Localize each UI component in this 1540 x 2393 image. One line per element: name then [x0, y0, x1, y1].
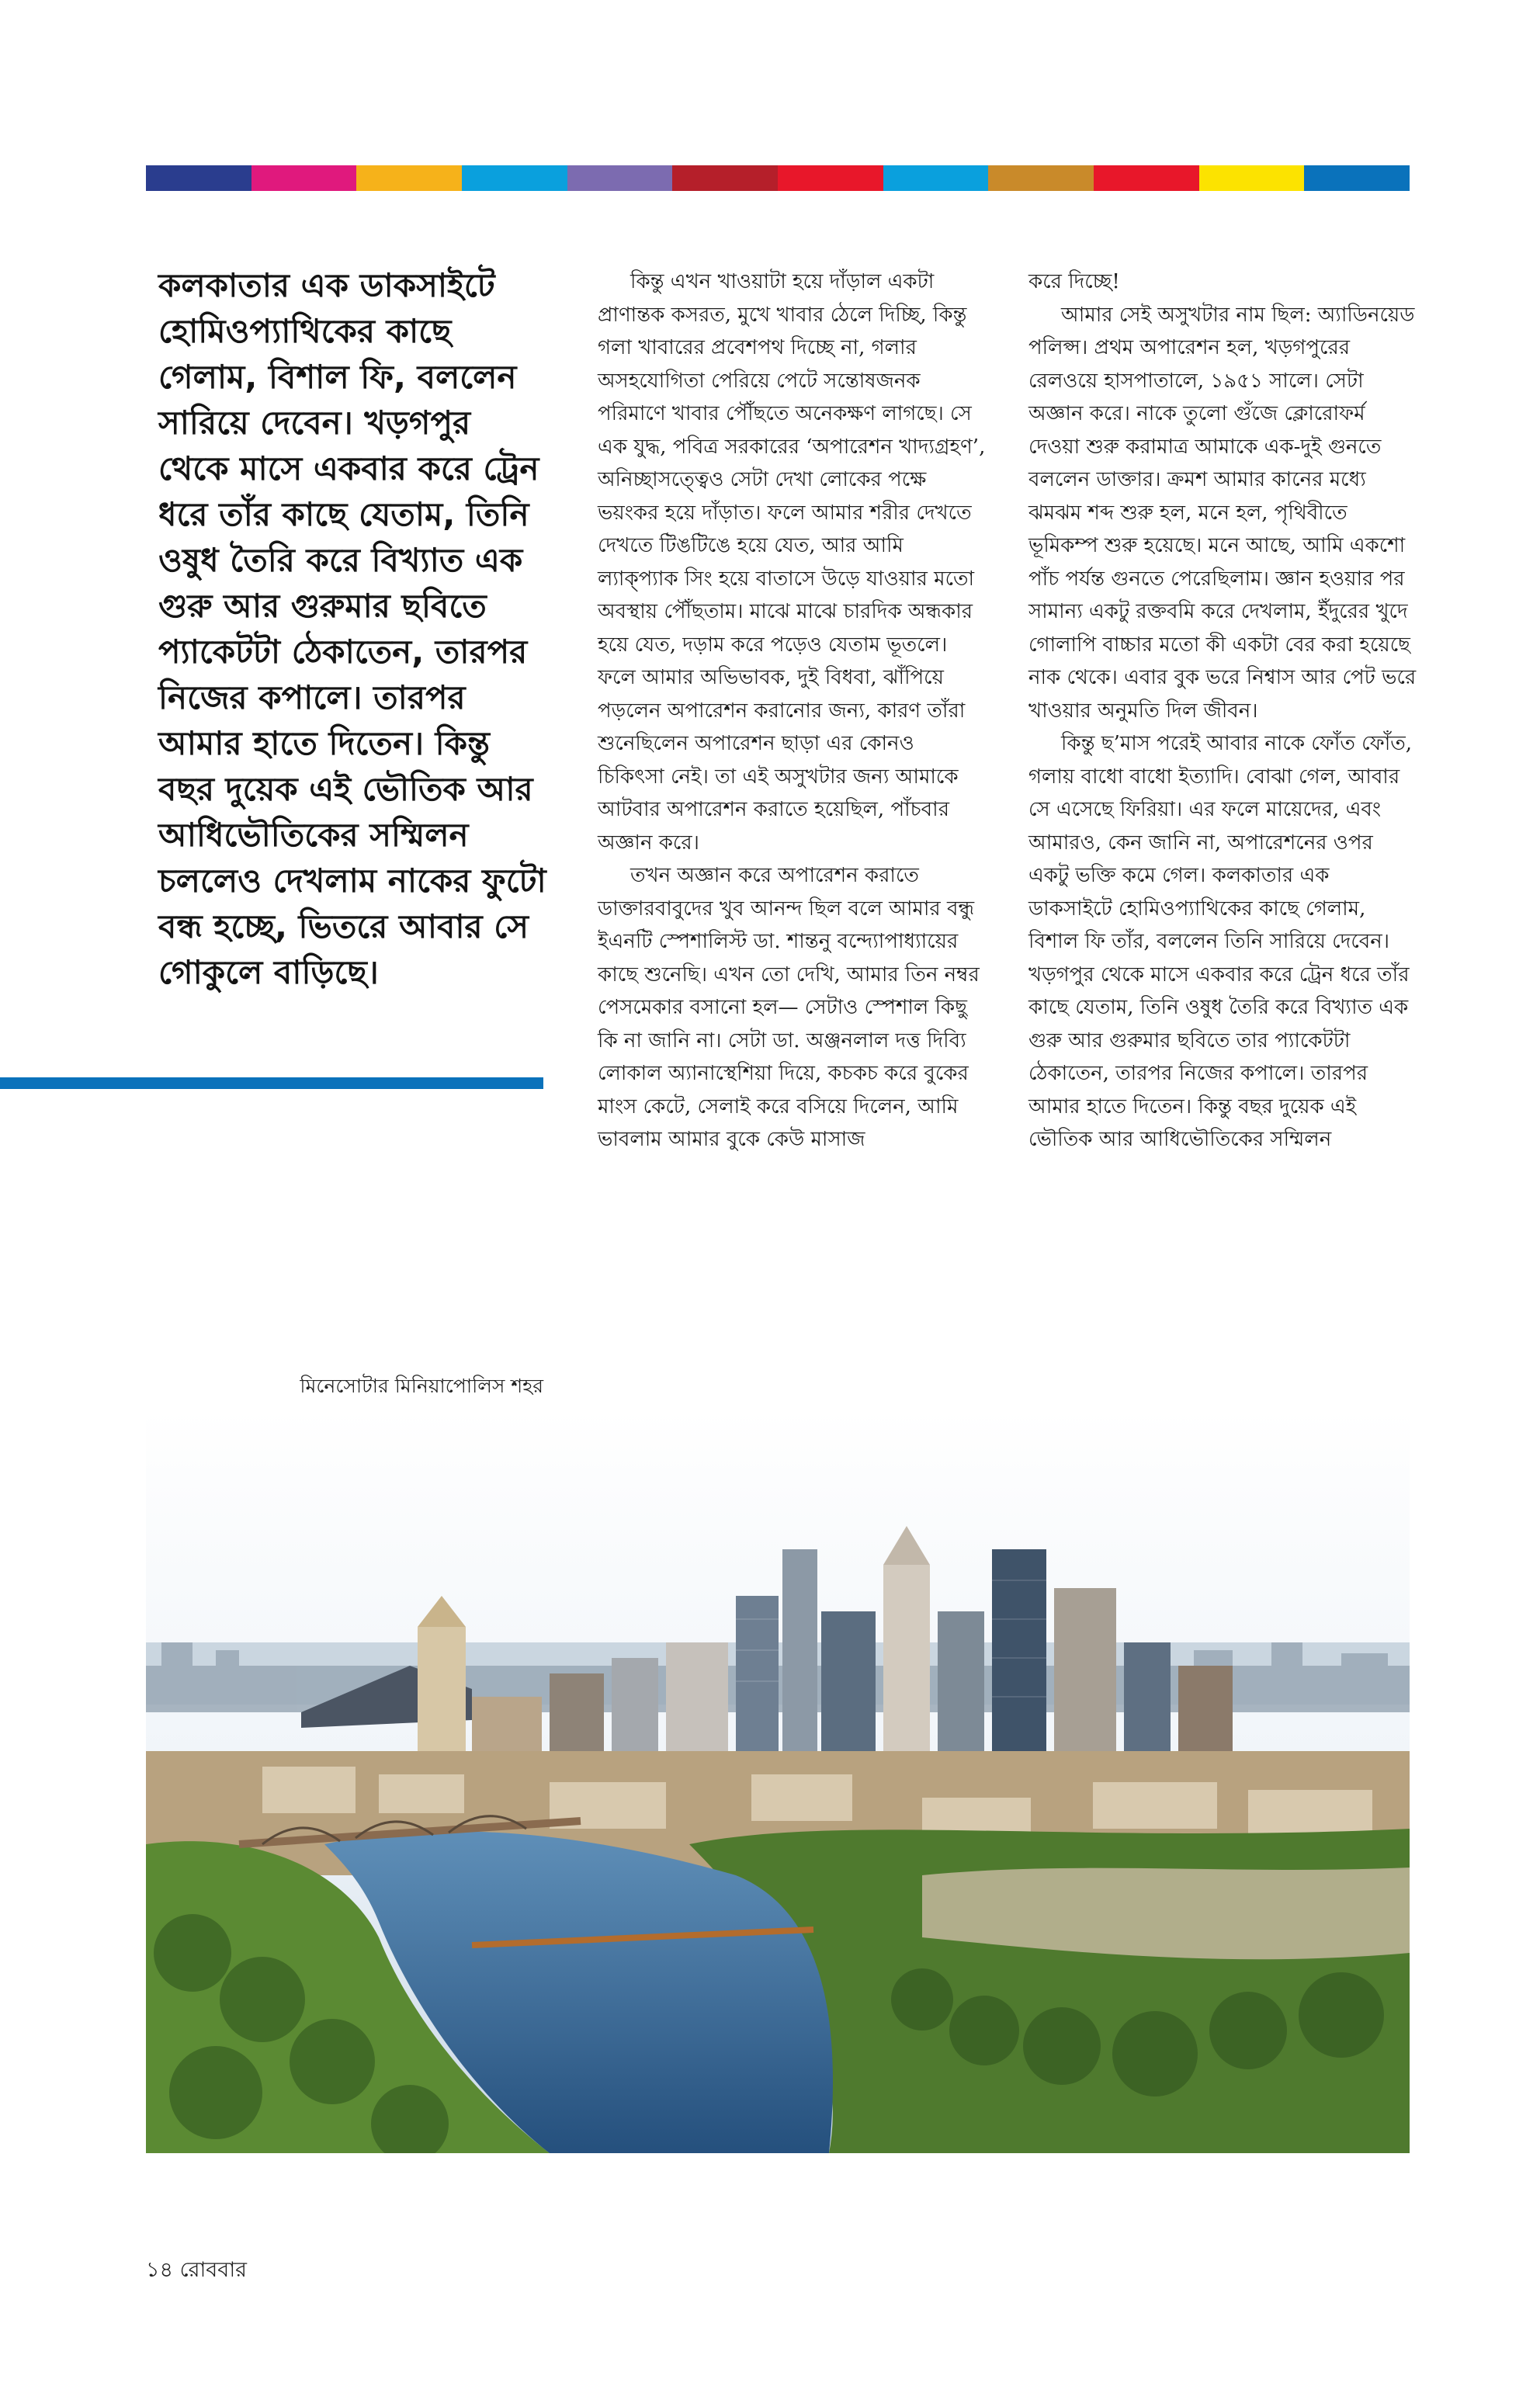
- article-paragraph: কিন্তু ছ’মাস পরেই আবার নাকে ফোঁত ফোঁত, গলায় বাধো বাধো ইত্যাদি। বোঝা গেল, আবার সে এসেছে ফিরিয়া। এর ফলে মায়েদের, এবং আমারও, কেন জানি না, অপারেশনের ওপর একটু ভক্তি কমে গেল। কলকাতার এক ডাকসাইটে হোমিওপ্যাথিকের কাছে গেলাম, বিশাল ফি তাঁর, বললেন তিনি সারিয়ে দেবেন। খড়গপুর থেকে মাসে একবার করে ট্রেন ধরে তাঁর কাছে যেতাম, তিনি ওষুধ তৈরি করে বিখ্যাত এক গুরু আর গুরুমার ছবিতে তার প্যাকেটটা ঠেকাতেন, তারপর নিজের কপালে। তারপর আমার হাতে দিতেন। কিন্তু বছর দুয়েক এই ভৌতিক আর আধিভৌতিকের সম্মিলন: [1028, 732, 1413, 1151]
- color-swatch: [251, 165, 357, 191]
- color-swatch: [1304, 165, 1410, 191]
- article-paragraph: কিন্তু এখন খাওয়াটা হয়ে দাঁড়াল একটা প্রাণান্তক কসরত, মুখে খাবার ঠেলে দিচ্ছি, কিন্তু গলা খাবারের প্রবেশপথ দিচ্ছে না, গলার অসহযোগিতা পেরিয়ে পেটে সন্তোষজনক পরিমাণে খাবার পৌঁছতে অনেকক্ষণ লাগছে। সে এক যুদ্ধ, পবিত্র সরকারের ‘অপারেশন খাদ্যগ্রহণ’, অনিচ্ছাসত্ত্বেও সেটা দেখা লোকের পক্ষে ভয়ংকর হয়ে দাঁড়াত। ফলে আমার শরীর দেখতে দেখতে টিঙটিঙে হয়ে যেত, আর আমি ল্যাক্প্যাক সিং হয়ে বাতাসে উড়ে যাওয়ার মতো অবস্থায় পৌঁছতাম। মাঝে মাঝে চারদিক অন্ধকার হয়ে যেত, দড়াম করে পড়েও যেতাম ভূতলে। ফলে আমার অভিভাবক, দুই বিধবা, ঝাঁপিয়ে পড়লেন অপারেশন করানোর জন্য, কারণ তাঁরা শুনেছিলেন অপারেশন ছাড়া এর কোনও চিকিৎসা নেই। তা এই অসুখটার জন্য আমাকে আটবার অপারেশন করাতে হয়েছিল, পাঁচবার অজ্ঞান করে।: [598, 270, 986, 855]
- color-swatch: [146, 165, 251, 191]
- article-paragraph: তখন অজ্ঞান করে অপারেশন করাতে ডাক্তারবাবুদের খুব আনন্দ ছিল বলে আমার বন্ধু ইএনটি স্পেশালিস্ট ডা. শান্তনু বন্দ্যোপাধ্যায়ের কাছে শুনেছি। এখন তো দেখি, আমার তিন নম্বর পেসমেকার বসানো হল— সেটাও স্পেশাল কিছু কি না জানি না। সেটা ডা. অঞ্জনলাল দত্ত দিব্যি লোকাল অ্যানাস্থেশিয়া দিয়ে, কচকচ করে বুকের মাংস কেটে, সেলাই করে বসিয়ে দিলেন, আমি ভাবলাম আমার বুকে কেউ মাসাজ: [598, 864, 980, 1151]
- color-swatch: [462, 165, 567, 191]
- color-swatch: [988, 165, 1094, 191]
- pull-quote: কলকাতার এক ডাকসাইটে হোমিওপ্যাথিকের কাছে গেলাম, বিশাল ফি, বললেন সারিয়ে দেবেন। খড়গপুর থেকে মাসে একবার করে ট্রেন ধরে তাঁর কাছে যেতাম, তিনি ওষুধ তৈরি করে বিখ্যাত এক গুরু আর গুরুমার ছবিতে প্যাকেটটা ঠেকাতেন, তারপর নিজের কপালে। তারপর আমার হাতে দিতেন। কিন্তু বছর দুয়েক এই ভৌতিক আর আধিভৌতিকের সম্মিলন চললেও দেখলাম নাকের ফুটো বন্ধ হচ্ছে, ভিতরে আবার সে গোকুলে বাড়িছে।: [158, 266, 546, 991]
- color-swatch: [567, 165, 673, 191]
- color-swatch: [778, 165, 883, 191]
- minneapolis-skyline-illustration: [146, 1410, 1410, 2153]
- city-photo: [146, 1410, 1410, 2153]
- photo-caption: মিনেসোটার মিনিয়াপোলিস শহর: [300, 1375, 543, 1397]
- pull-quote-rule: [0, 1077, 543, 1089]
- color-swatch: [356, 165, 462, 191]
- color-swatch: [1199, 165, 1305, 191]
- magazine-name: রোববার: [179, 2258, 248, 2282]
- article-paragraph: আমার সেই অসুখটার নাম ছিল: অ্যাডিনয়েড পলিপ্স। প্রথম অপারেশন হল, খড়গপুরের রেলওয়ে হাসপাতালে, ১৯৫১ সালে। সেটা অজ্ঞান করে। নাকে তুলো গুঁজে ক্লোরোফর্ম দেওয়া শুরু করামাত্র আমাকে এক-দুই গুনতে বললেন ডাক্তার। ক্রমশ আমার কানের মধ্যে ঝমঝম শব্দ শুরু হল, মনে হল, পৃথিবীতে ভূমিকম্প শুরু হয়েছে। মনে আছে, আমি একশো পাঁচ পর্যন্ত গুনতে পেরেছিলাম। জ্ঞান হওয়ার পর সামান্য একটু রক্তবমি করে দেখলাম, ইঁদুরের খুদে গোলাপি বাচ্চার মতো কী একটা বের করা হয়েছে নাক থেকে। এবার বুক ভরে নিশ্বাস আর পেট ভরে খাওয়ার অনুমতি দিল জীবন।: [1028, 303, 1417, 723]
- color-strip: [146, 165, 1410, 191]
- page-number: ১৪: [146, 2258, 174, 2282]
- color-swatch: [1094, 165, 1199, 191]
- article-column-2: [598, 265, 986, 1157]
- color-swatch: [672, 165, 778, 191]
- article-paragraph: করে দিচ্ছে!: [1028, 270, 1120, 293]
- color-swatch: [883, 165, 989, 191]
- page-footer: [146, 2254, 247, 2289]
- article-column-3: [1028, 265, 1417, 1157]
